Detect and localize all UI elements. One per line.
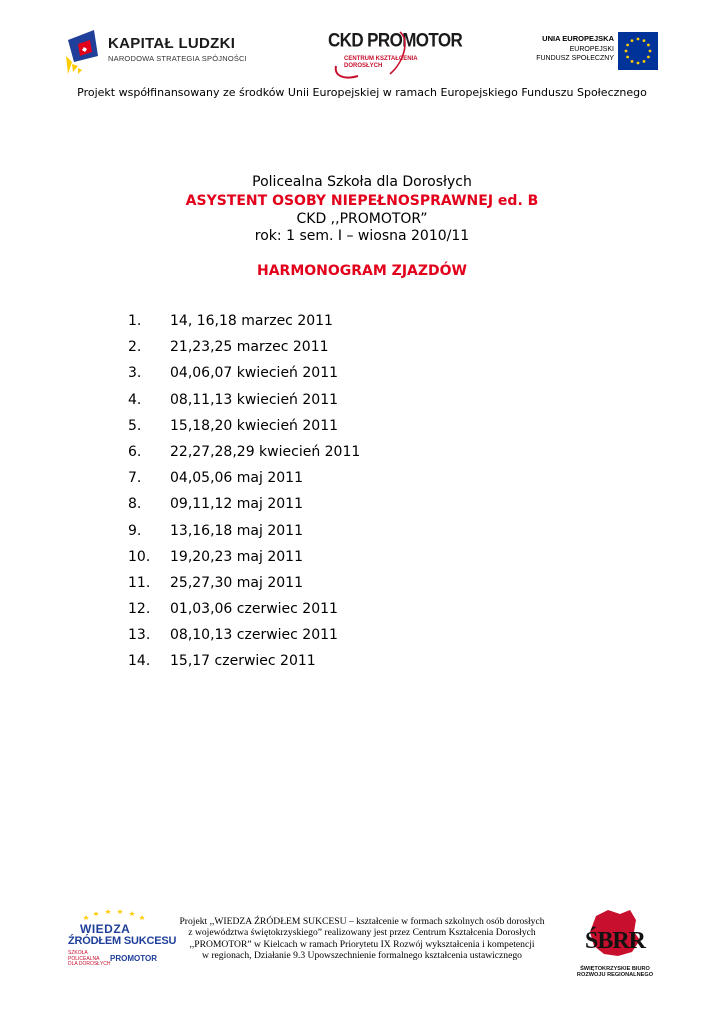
schedule-row — [128, 392, 528, 418]
schedule-row-number: 13. — [128, 627, 151, 644]
schedule-row-dates: 15,18,20 kwiecień 2011 — [170, 417, 339, 434]
schedule-row-dates: 08,10,13 czerwiec 2011 — [170, 627, 338, 644]
eu-star-icon — [626, 56, 629, 59]
kapital-ludzki-title: KAPITAŁ LUDZKI — [108, 35, 236, 52]
schedule-row — [128, 601, 528, 627]
eu-subtitle: EUROPEJSKI FUNDUSZ SPOŁECZNY — [536, 46, 614, 62]
schedule-row-dates: 09,11,12 maj 2011 — [170, 496, 303, 513]
term-info: rok: 1 sem. I – wiosna 2010/11 — [254, 228, 470, 244]
eu-star-icon — [643, 39, 646, 42]
schedule-row-number: 14. — [128, 653, 151, 670]
schedule-row-dates: 22,27,28,29 kwiecień 2011 — [170, 443, 361, 460]
schedule-row — [128, 575, 528, 601]
kapital-ludzki-subtitle: NARODOWA STRATEGIA SPÓJNOŚCI — [108, 54, 247, 63]
project-description-line: z województwa świętokrzyskiego” realizowany jest przez Centrum Kształcenia Dorosłych — [188, 927, 536, 939]
ckd-promotor-subtitle: CENTRUM KSZTAŁCENIA DOROSŁYCH — [344, 56, 418, 69]
schedule-row-number: 4. — [128, 391, 142, 408]
sbrr-title: ŚBRR — [584, 928, 646, 954]
sbrr-logo — [574, 906, 656, 986]
eu-flag-icon — [618, 32, 658, 70]
eu-star-icon — [626, 44, 629, 47]
schedule-row-number: 6. — [128, 443, 142, 460]
schedule-heading: HARMONOGRAM ZJAZDÓW — [256, 263, 467, 279]
cofinancing-tagline: Projekt współfinansowany ze środków Unii Europejskiej w ramach Europejskiego Funduszu Społecznego — [77, 86, 647, 99]
schedule-row — [128, 549, 528, 575]
schedule-row-dates: 15,17 czerwiec 2011 — [170, 653, 316, 670]
kapital-ludzki-logo — [64, 26, 247, 76]
eu-title: UNIA EUROPEJSKA — [542, 34, 614, 43]
schedule-row-number: 7. — [128, 470, 142, 487]
schedule-row-dates: 25,27,30 maj 2011 — [170, 574, 303, 591]
schedule-row — [128, 313, 528, 339]
schedule-row-dates: 04,05,06 maj 2011 — [170, 470, 303, 487]
schedule-row — [128, 418, 528, 444]
schedule-row — [128, 523, 528, 549]
schedule-row-number: 3. — [128, 365, 142, 382]
schedule-row-number: 11. — [128, 574, 151, 591]
eu-logo — [528, 30, 658, 72]
ckd-swoosh-icon — [324, 26, 420, 82]
project-description — [168, 916, 556, 962]
eu-star-icon — [637, 62, 640, 65]
schedule-row — [128, 444, 528, 470]
schedule-row — [128, 627, 528, 653]
schedule-row-dates: 19,20,23 maj 2011 — [170, 548, 303, 565]
eu-star-icon — [643, 60, 646, 63]
wiedza-logo-line3: SZKOŁA POLICEALNA DLA DOROSŁYCH — [68, 950, 111, 967]
course-name: ASYSTENT OSOBY NIEPEŁNOSPRAWNEJ ed. B — [185, 193, 539, 209]
schedule-row-dates: 04,06,07 kwiecień 2011 — [170, 365, 339, 382]
wiedza-logo-line1: WIEDZA — [80, 922, 131, 936]
schedule-row-number: 10. — [128, 548, 151, 565]
wiedza-logo-line2: ŹRÓDŁEM SUKCESU — [68, 935, 177, 947]
project-description-line: ,,PROMOTOR” w Kielcach w ramach Priorytetu IX Rozwój wykształcenia i kompetencji — [189, 938, 535, 950]
schedule-row — [128, 470, 528, 496]
schedule-row-number: 1. — [128, 313, 142, 329]
eu-star-icon — [631, 39, 634, 42]
school-name: Policealna Szkoła dla Dorosłych — [252, 174, 472, 190]
project-description-line: w regionach, Działanie 9.3 Upowszechnienie formalnego kształcenia ustawicznego — [202, 950, 522, 962]
wiedza-zrodlem-sukcesu-logo — [62, 906, 177, 972]
schedule-row-dates: 21,23,25 marzec 2011 — [170, 339, 329, 356]
kapital-ludzki-emblem-icon — [64, 26, 106, 76]
schedule-row-dates: 14, 16,18 marzec 2011 — [170, 313, 333, 329]
schedule-row-number: 12. — [128, 601, 151, 618]
schedule-row — [128, 365, 528, 391]
center-name: CKD ,,PROMOTOR” — [296, 211, 428, 227]
schedule-row — [128, 653, 528, 679]
eu-star-icon — [637, 38, 640, 41]
schedule-row — [128, 339, 528, 365]
wiedza-logo-line4: PROMOTOR — [110, 954, 157, 963]
eu-star-icon — [649, 50, 652, 53]
schedule-row-dates: 08,11,13 kwiecień 2011 — [170, 391, 339, 408]
schedule-row — [128, 496, 528, 522]
schedule-row-number: 8. — [128, 496, 142, 513]
schedule-list — [128, 313, 528, 680]
eu-star-icon — [647, 56, 650, 59]
ckd-promotor-logo — [324, 26, 463, 82]
eu-star-icon — [647, 44, 650, 47]
schedule-row-dates: 13,16,18 maj 2011 — [170, 522, 303, 539]
schedule-row-number: 5. — [128, 417, 142, 434]
sbrr-subtitle: ŚWIĘTOKRZYSKIE BIURO ROZWOJU REGIONALNEGO — [576, 966, 654, 979]
eu-star-icon — [631, 60, 634, 63]
ckd-promotor-title: CKD PROMOTOR — [328, 29, 463, 51]
schedule-row-number: 9. — [128, 522, 142, 539]
schedule-row-number: 2. — [128, 339, 142, 356]
schedule-row-dates: 01,03,06 czerwiec 2011 — [170, 601, 338, 618]
eu-star-icon — [625, 50, 628, 53]
project-description-line: Projekt ,,WIEDZA ŹRÓDŁEM SUKCESU – kształcenie w formach szkolnych osób dorosłych — [179, 916, 545, 927]
